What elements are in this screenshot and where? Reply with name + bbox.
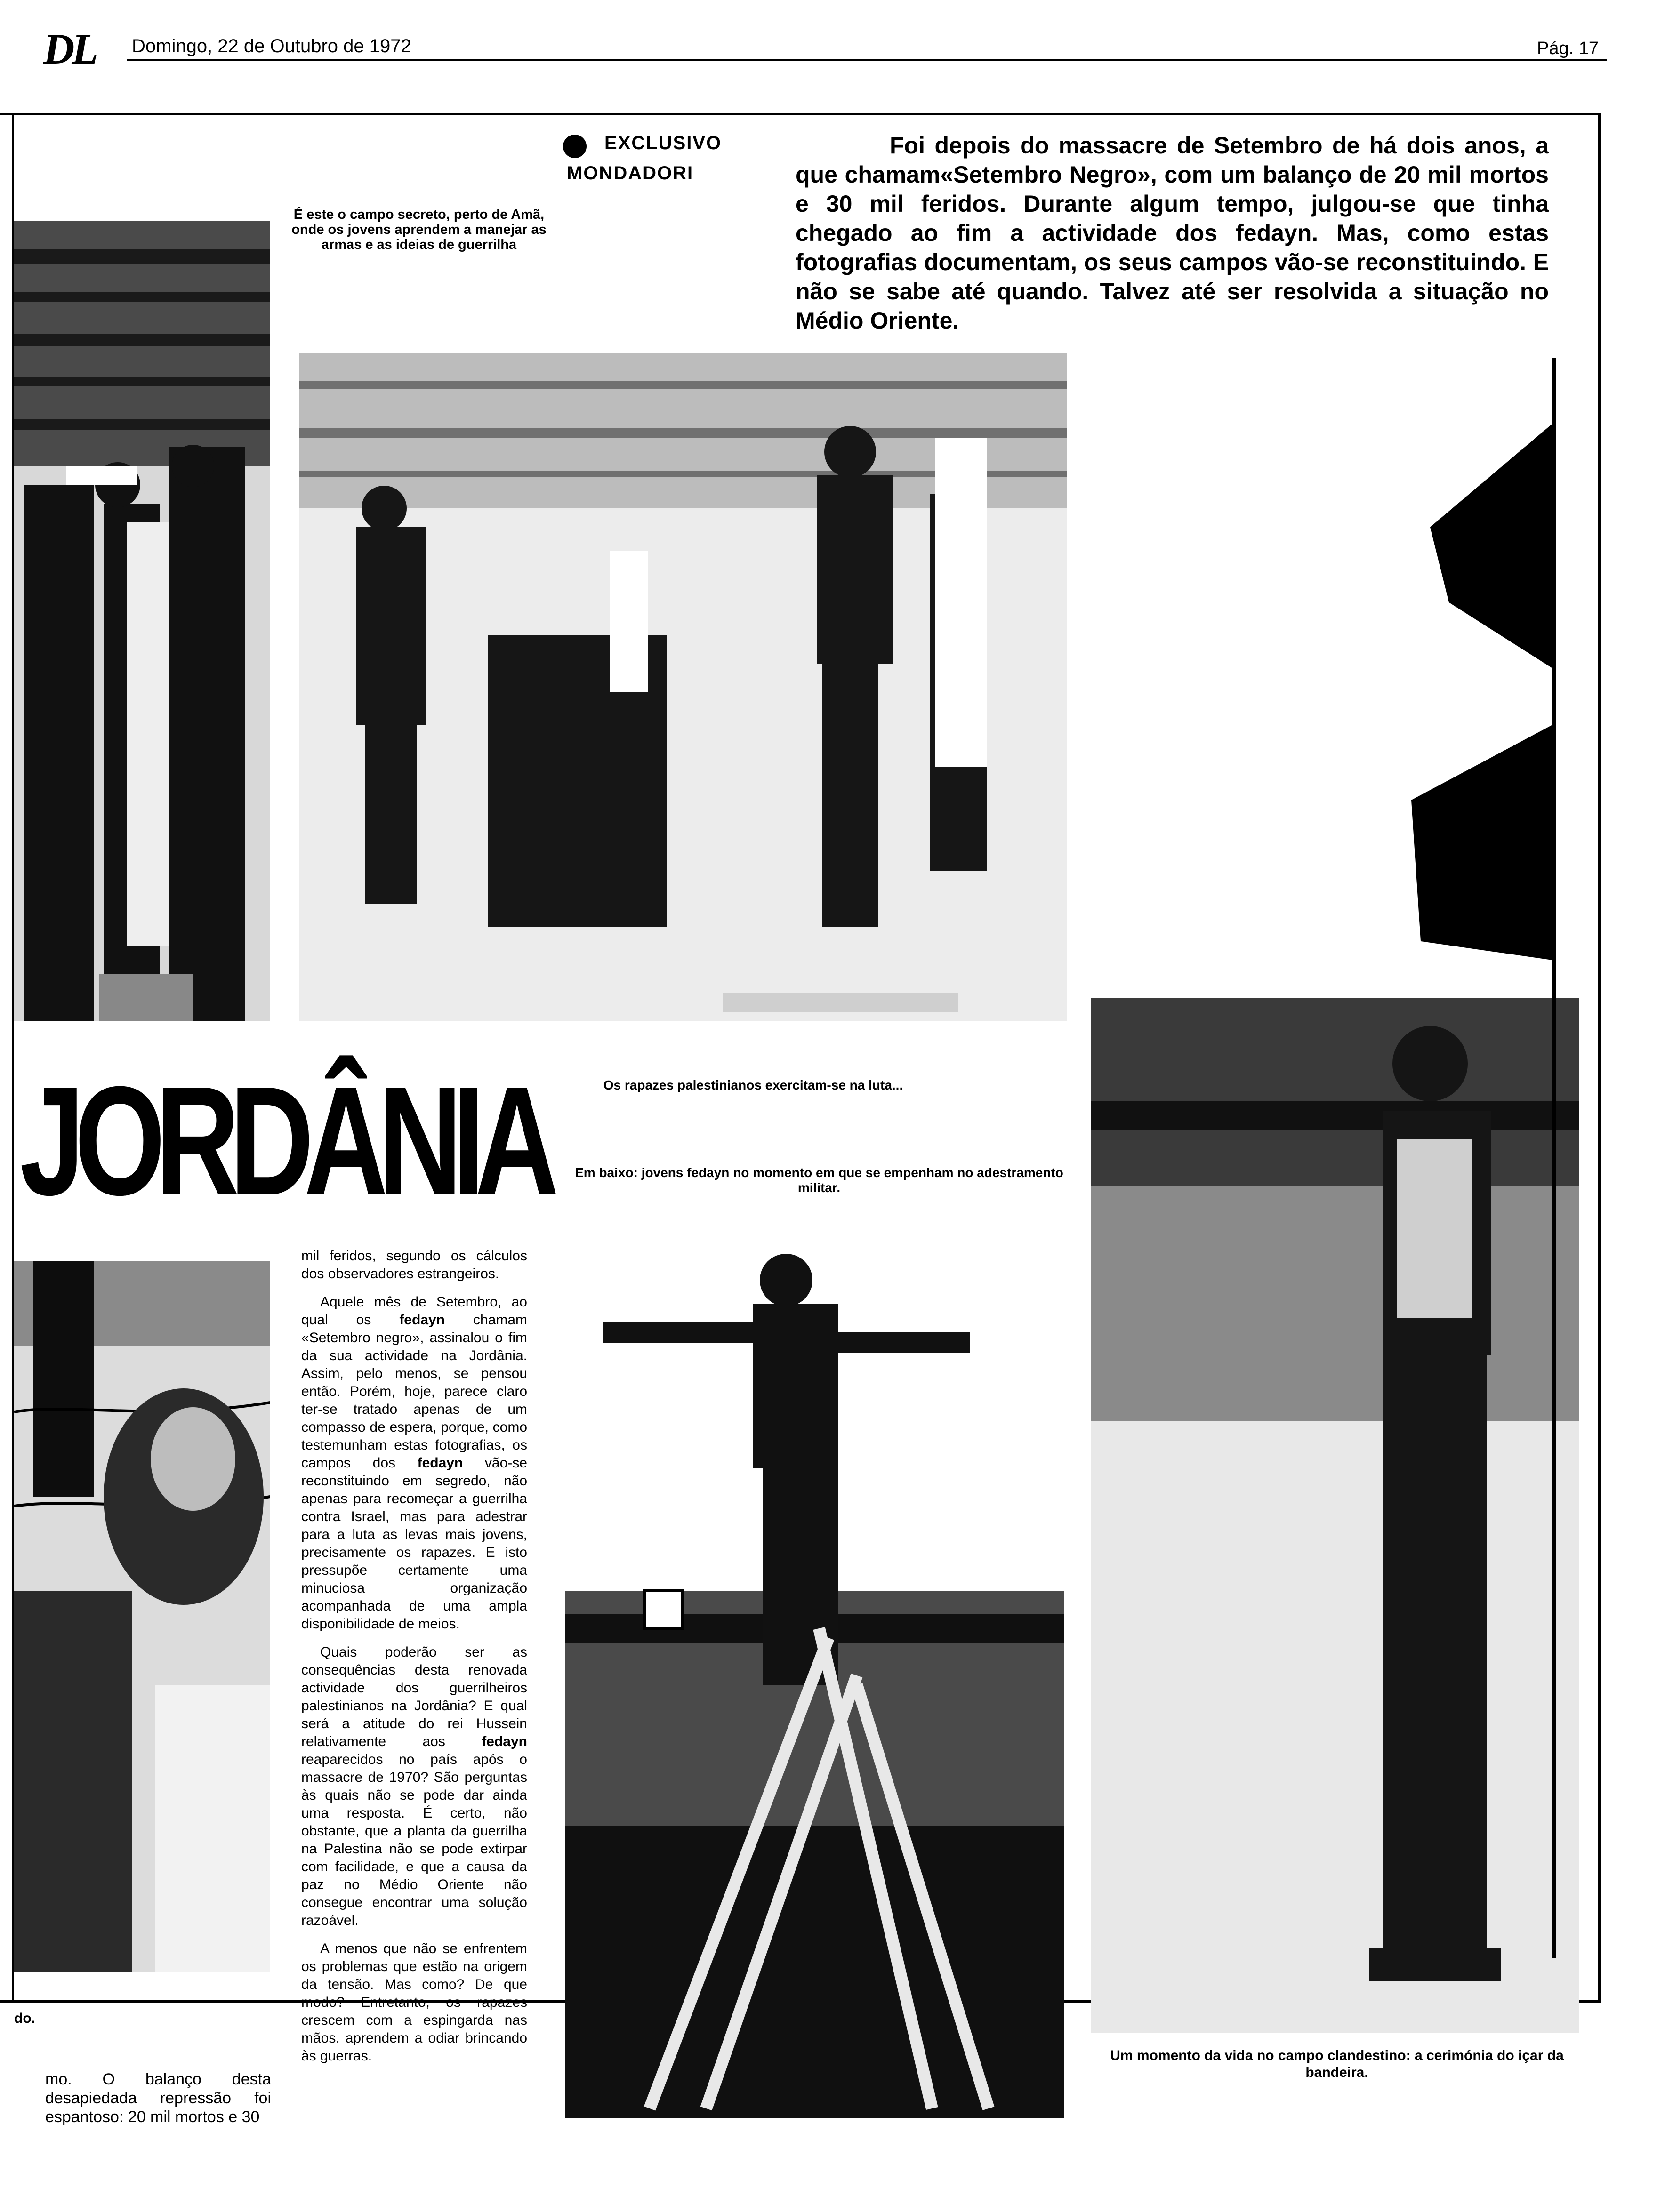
header-rule	[127, 59, 1607, 61]
headline: JORDÂNIA	[20, 1054, 549, 1227]
caption-below: Em baixo: jovens fedayn no momento em que se empenham no adestramento militar.	[575, 1165, 1063, 1195]
page-number: Pág. 17	[1537, 39, 1599, 58]
article-paragraph-1: mil feridos, segundo os cálculos dos observadores estrangeiros.	[301, 1248, 527, 1282]
caption-fight: Os rapazes palestinianos exercitam-se na luta...	[603, 1078, 903, 1092]
bullet-dot-icon	[563, 135, 587, 158]
photo-flag-raising	[1091, 339, 1579, 2033]
article-body	[301, 1247, 527, 2076]
caption-secret-camp: É este o campo secreto, perto de Amã, onde os jovens aprendem a manejar as armas e as ideias de guerrilha	[291, 207, 547, 252]
text-fragment-bottom-left: mo. O balanço desta desapiedada repressão foi espantoso: 20 mil mortos e 30	[45, 2070, 271, 2126]
article-paragraph-4: A menos que não se enfrentem os problemas que estão na origem da tensão. Mas como? De que modo? Entretanto, os rapazes crescem com a espingarda nas mãos, aprendem a odiar brincando às guerras.	[301, 1941, 527, 2064]
badge-mondadori: MONDADORI	[567, 163, 694, 184]
frame-right-rule	[1598, 113, 1601, 2000]
frame-top-rule	[0, 113, 1601, 115]
text-run: Quais poderão ser as consequências desta renovada actividade dos guerrilheiros palestinianos na Jordânia? E qual será a atitude do rei Hussein relativamente aos	[301, 1644, 527, 1749]
intro-paragraph: Foi depois do massacre de Setembro de há dois anos, a que chamam«Setembro Negro», com um balanço de 20 mil mortos e 30 mil feridos. Durante algum tempo, julgou-se que tinha chegado ao fim a actividade dos fedayn. Mas, como estas fotografias documentam, os seus campos vão-se reconstituindo. E não se sabe até quando. Talvez até ser resolvida a situação no Médio Oriente.	[796, 132, 1549, 334]
article-paragraph-2	[301, 1293, 527, 1633]
photo-barbed-wire	[14, 1261, 270, 1972]
photo-jumping-drill	[565, 1214, 1064, 2118]
term-fedayn: fedayn	[399, 1312, 445, 1328]
photo-left-soldiers	[14, 221, 270, 1021]
photo-boys-wrestling	[299, 353, 1067, 1021]
text-run: chamam «Setembro negro», assinalou o fim da sua actividade na Jordânia. Assim, pelo menos, se pensou então. Porém, hoje, parece claro ter-se tratado apenas de um compasso de espera, porque, como testemunham estas fotografias, os campos dos	[301, 1312, 527, 1471]
article-paragraph-3	[301, 1643, 527, 1930]
term-fedayn: fedayn	[482, 1734, 527, 1749]
text-run: reaparecidos no país após o massacre de 1970? São perguntas às quais não se pode dar ainda uma resposta. É certo, não obstante, que a planta da guerrilha na Palestina não se pode extirpar com facilidade, e que a causa da paz no Médio Oriente não consegue encontrar uma solução razoável.	[301, 1752, 527, 1928]
text-run: Aquele mês de Setembro, ao qual os	[301, 1294, 527, 1328]
term-fedayn: fedayn	[417, 1455, 463, 1471]
header-date: Domingo, 22 de Outubro de 1972	[132, 36, 411, 56]
badge-exclusivo: EXCLUSIVO	[604, 133, 722, 153]
text-fragment-do: do.	[14, 2011, 35, 2026]
newspaper-logo: DL	[43, 25, 96, 73]
text-run: vão-se reconstituindo em segredo, não apenas para recomeçar a guerrilha contra Israel, mas para adestrar para a luta as levas mais jovens, precisamente os rapazes. E isto pressupõe certamente uma minuciosa organização acompanhada de uma ampla disponibilidade de meios.	[301, 1455, 527, 1632]
caption-flag: Um momento da vida no campo clandestino: a cerimónia do içar da bandeira.	[1110, 2048, 1564, 2080]
